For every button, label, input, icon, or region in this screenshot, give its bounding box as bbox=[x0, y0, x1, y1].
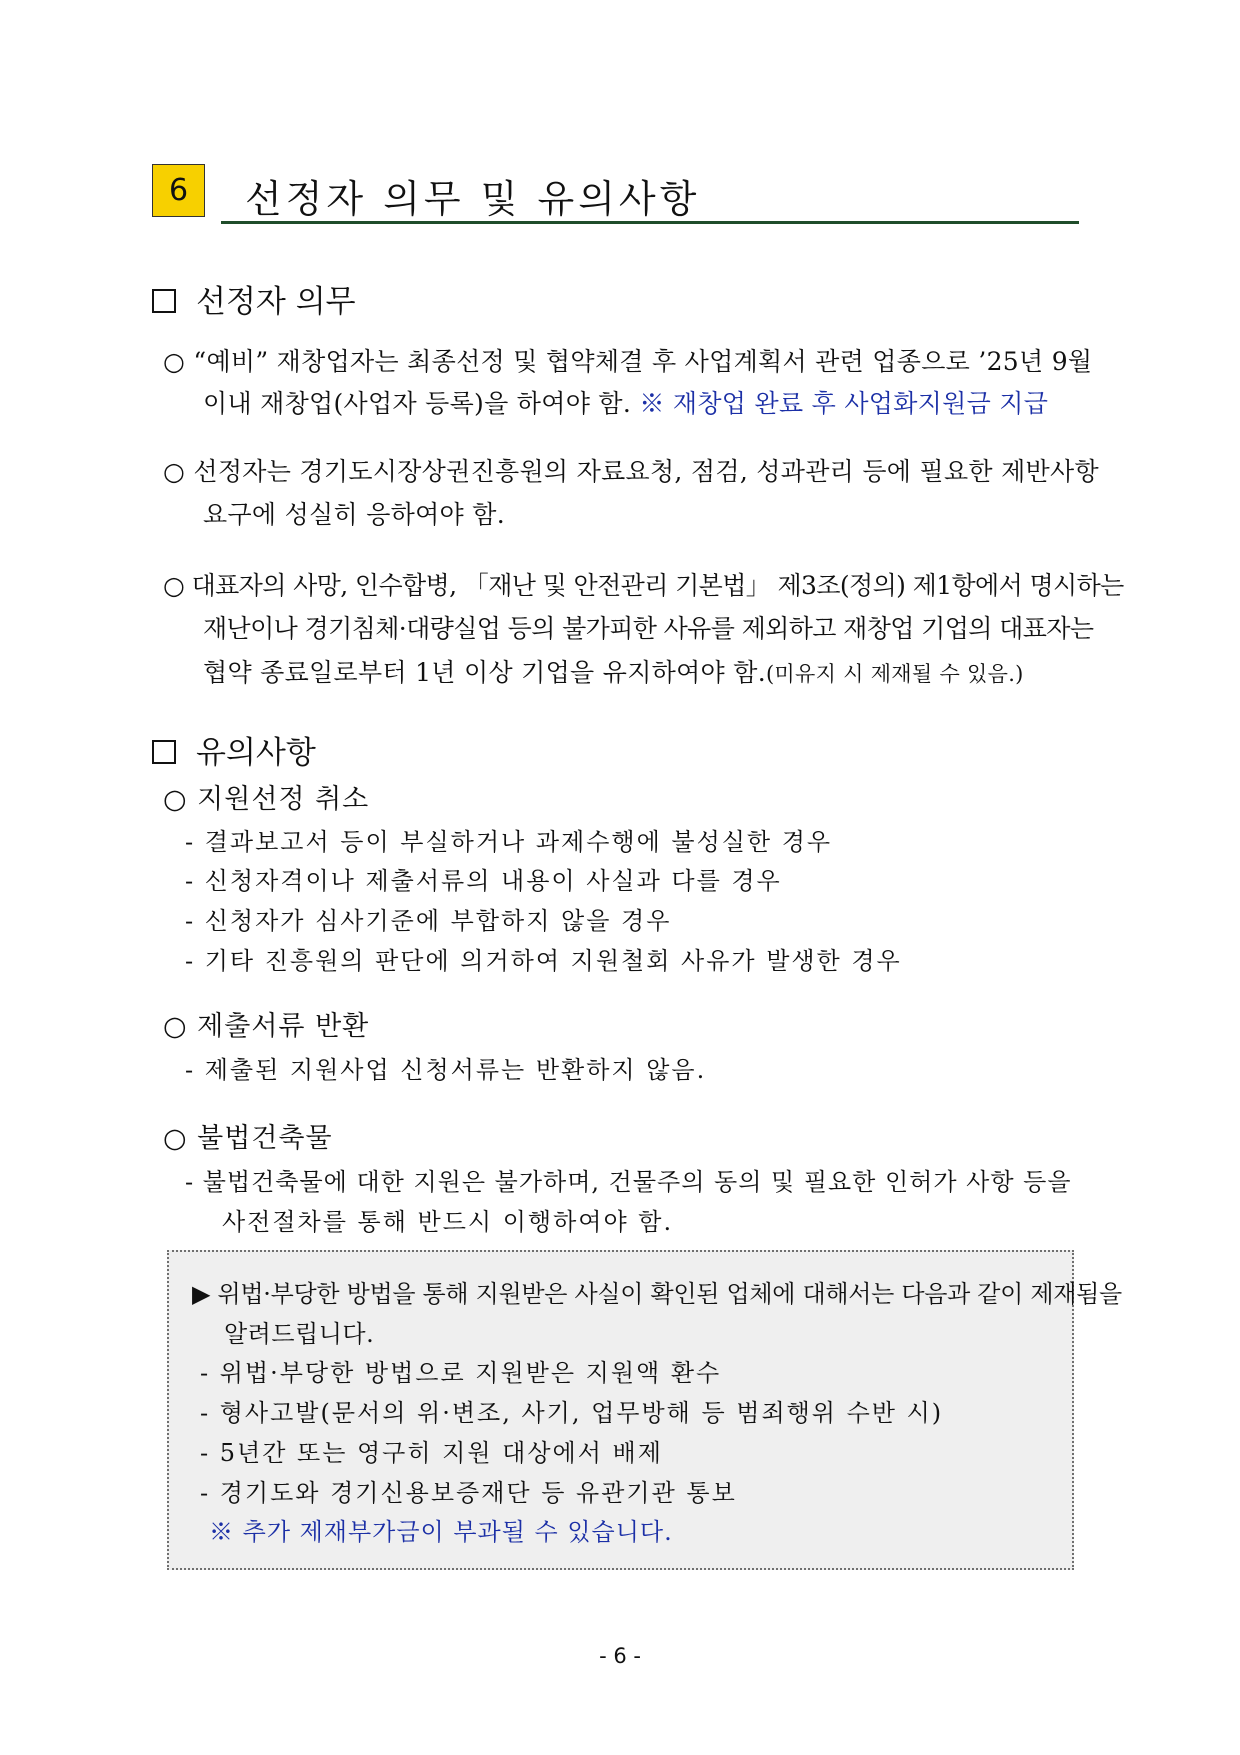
duty-item-1-line-2: 이내 재창업(사업자 등록)을 하여야 함. ※ 재창업 완료 후 사업화지원금 지급 bbox=[203, 389, 1049, 418]
caution-group-1-item-4: - 기타 진흥원의 판단에 의거하여 지원철회 사유가 발생한 경우 bbox=[185, 947, 902, 975]
circle-bullet-icon: ○ bbox=[163, 571, 192, 600]
square-bullet-icon bbox=[152, 740, 176, 764]
caution-group-1-item-2: - 신청자격이나 제출서류의 내용이 사실과 다를 경우 bbox=[185, 867, 782, 895]
circle-bullet-icon: ○ bbox=[163, 784, 198, 815]
square-bullet-icon bbox=[152, 289, 176, 313]
duty-item-3-line-2: 재난이나 경기침체·대량실업 등의 불가피한 사유를 제외하고 재창업 기업의 대표자는 bbox=[203, 614, 1094, 643]
duty-item-3-line-3: 협약 종료일로부터 1년 이상 기업을 유지하여야 함.(미유지 시 제재될 수 있음.) bbox=[203, 658, 1024, 687]
cautions-heading-text: 유의사항 bbox=[196, 735, 316, 771]
caution-group-1-item-1: - 결과보고서 등이 부실하거나 과제수행에 불성실한 경우 bbox=[185, 828, 833, 856]
duties-heading-text: 선정자 의무 bbox=[196, 284, 356, 320]
caution-group-2-item-1: - 제출된 지원사업 신청서류는 반환하지 않음. bbox=[185, 1056, 707, 1084]
duty-item-2-line-2: 요구에 성실히 응하여야 함. bbox=[203, 500, 505, 529]
cautions-heading bbox=[152, 727, 316, 772]
notice-item-1: - 위법·부당한 방법으로 지원받은 지원액 환수 bbox=[200, 1359, 722, 1387]
notice-item-2: - 형사고발(문서의 위·변조, 사기, 업무방해 등 범죄행위 수반 시) bbox=[200, 1399, 944, 1427]
notice-intro-line-2: 알려드립니다. bbox=[224, 1320, 375, 1348]
section-title: 선정자 의무 및 유의사항 bbox=[245, 177, 701, 221]
caution-group-3-title: ○ 불법건축물 bbox=[163, 1123, 333, 1154]
duty-item-3-line-1: ○ 대표자의 사망, 인수합병, 「재난 및 안전관리 기본법」 제3조(정의) 제1항에서 명시하는 bbox=[163, 571, 1124, 600]
caution-group-3-item-2: 사전절차를 통해 반드시 이행하여야 함. bbox=[222, 1208, 674, 1236]
caution-group-1-item-3: - 신청자가 심사기준에 부합하지 않을 경우 bbox=[185, 907, 672, 935]
notice-intro-line-1: ▶ 위법·부당한 방법을 통해 지원받은 사실이 확인된 업체에 대해서는 다음과 같이 제재됨을 bbox=[192, 1280, 1122, 1308]
circle-bullet-icon: ○ bbox=[163, 457, 194, 486]
circle-bullet-icon: ○ bbox=[163, 1123, 198, 1154]
page-number: - 6 - bbox=[599, 1644, 641, 1668]
caution-group-3-item-1: - 불법건축물에 대한 지원은 불가하며, 건물주의 동의 및 필요한 인허가 사항 등을 bbox=[185, 1168, 1072, 1196]
circle-bullet-icon: ○ bbox=[163, 1011, 198, 1042]
notice-item-3: - 5년간 또는 영구히 지원 대상에서 배제 bbox=[200, 1439, 663, 1467]
duty-item-3-suffix: (미유지 시 제재될 수 있음.) bbox=[765, 662, 1024, 686]
notice-item-4: - 경기도와 경기신용보증재단 등 유관기관 통보 bbox=[200, 1479, 737, 1507]
caution-group-2-title: ○ 제출서류 반환 bbox=[163, 1011, 370, 1042]
notice-note: ※ 추가 제재부가금이 부과될 수 있습니다. bbox=[209, 1518, 673, 1546]
circle-bullet-icon: ○ bbox=[163, 347, 194, 376]
caution-group-1-title: ○ 지원선정 취소 bbox=[163, 784, 370, 815]
section-number-badge: 6 bbox=[152, 164, 205, 217]
duty-item-2-line-1: ○ 선정자는 경기도시장상권진흥원의 자료요청, 점검, 성과관리 등에 필요한 제반사항 bbox=[163, 457, 1099, 486]
duty-item-1-note: ※ 재창업 완료 후 사업화지원금 지급 bbox=[639, 389, 1049, 418]
section-title-underline bbox=[221, 221, 1079, 224]
duties-heading bbox=[152, 276, 356, 321]
duty-item-1-line-1: ○ “예비” 재창업자는 최종선정 및 협약체결 후 사업계획서 관련 업종으로 ’25년 9월 bbox=[163, 347, 1093, 376]
